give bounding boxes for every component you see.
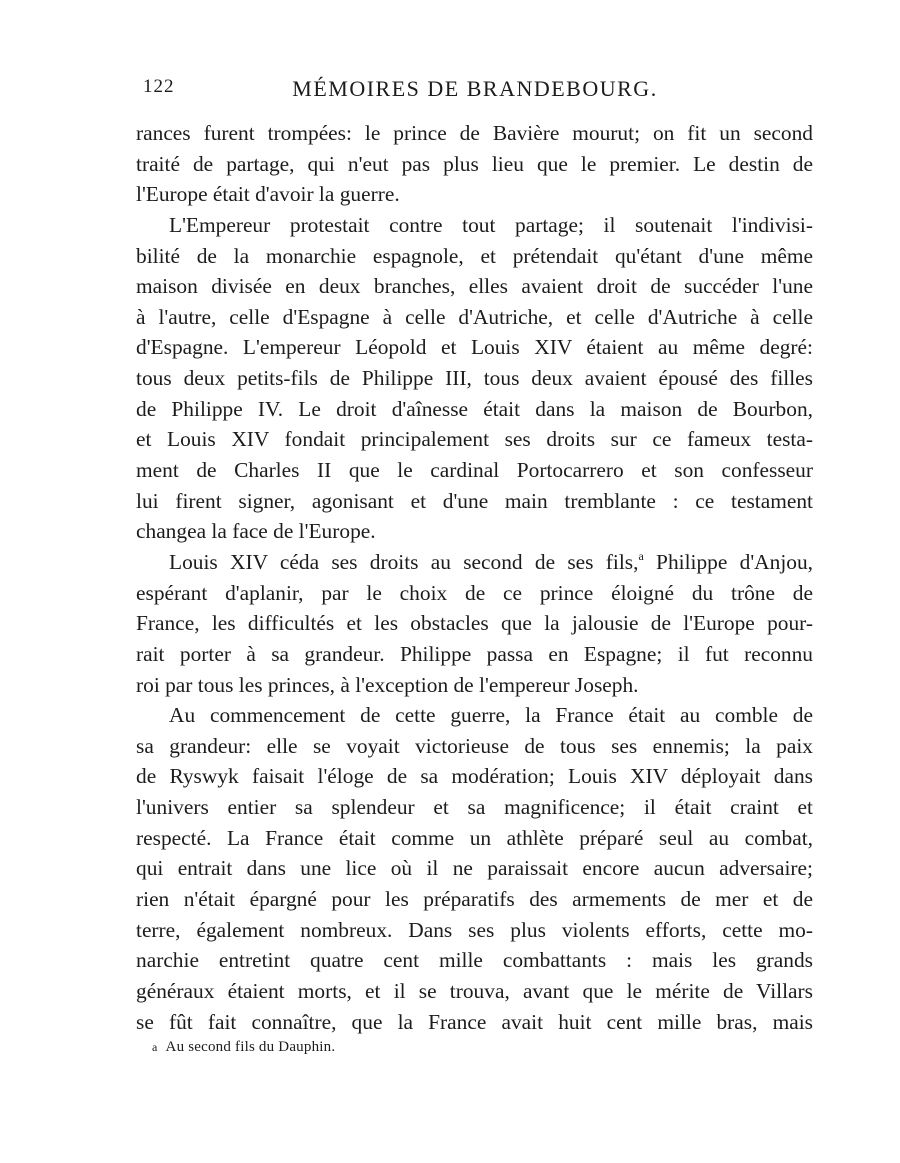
- text-line: traité de partage, qui n'eut pas plus lieu que le premier. Le destin de: [136, 151, 813, 176]
- text-line: rances furent trompées: le prince de Bavière mourut; on fit un second: [136, 121, 813, 145]
- text-segment: Philippe d'Anjou,: [643, 549, 813, 574]
- text-line: généraux étaient morts, et il se trouva, avant que le mérite de Villars: [136, 978, 813, 1003]
- text-line: maison divisée en deux branches, elles avaient droit de succéder l'une: [136, 274, 813, 299]
- text-line-with-footnote-ref: [136, 547, 813, 578]
- text-line: narchie entretint quatre cent mille combattants : mais les grands: [136, 948, 813, 973]
- page-number: 122: [143, 76, 175, 97]
- footnote: [152, 1039, 335, 1056]
- text-line: tous deux petits-fils de Philippe III, tous deux avaient épousé des filles: [136, 366, 813, 391]
- text-line: d'Espagne. L'empereur Léopold et Louis XIV étaient au même degré:: [136, 335, 813, 360]
- text-line: de Philippe IV. Le droit d'aînesse était dans la maison de Bourbon,: [136, 396, 813, 421]
- text-line: espérant d'aplanir, par le choix de ce prince éloigné du trône de: [136, 580, 813, 605]
- footnote-text: Au second fils du Dauphin.: [165, 1039, 336, 1055]
- text-line: se fût fait connaître, que la France avait huit cent mille bras, mais: [136, 1009, 813, 1034]
- footnote-mark: a: [152, 1040, 158, 1054]
- text-line: respecté. La France était comme un athlète préparé seul au combat,: [136, 825, 813, 850]
- text-line: rien n'était épargné pour les préparatifs des armements de mer et de: [136, 887, 813, 912]
- text-line: ment de Charles II que le cardinal Portocarrero et son confesseur: [136, 458, 813, 483]
- text-line: et Louis XIV fondait principalement ses droits sur ce fameux testa-: [136, 427, 813, 452]
- text-line: Au commencement de cette guerre, la France était au comble de: [169, 703, 813, 728]
- text-line: l'Europe était d'avoir la guerre.: [136, 182, 400, 207]
- body-text: [136, 118, 813, 1037]
- text-line: sa grandeur: elle se voyait victorieuse de tous ses ennemis; la paix: [136, 733, 813, 758]
- text-line: roi par tous les princes, à l'exception de l'empereur Joseph.: [136, 672, 639, 697]
- text-line: L'Empereur protestait contre tout partage; il soutenait l'indivisi-: [169, 212, 813, 237]
- running-title: MÉMOIRES DE BRANDEBOURG.: [292, 76, 658, 101]
- text-line: bilité de la monarchie espagnole, et prétendait qu'étant d'une même: [136, 243, 813, 268]
- text-line: à l'autre, celle d'Espagne à celle d'Autriche, et celle d'Autriche à celle: [136, 304, 813, 329]
- text-line: lui firent signer, agonisant et d'une main tremblante : ce testament: [136, 488, 813, 513]
- text-line: changea la face de l'Europe.: [136, 519, 376, 544]
- text-line: qui entrait dans une lice où il ne paraissait encore aucun adversaire;: [136, 856, 813, 881]
- footnote-reference[interactable]: a: [638, 548, 644, 563]
- page-header: [138, 76, 812, 108]
- text-line: terre, également nombreux. Dans ses plus violents efforts, cette mo-: [136, 917, 813, 942]
- text-line: de Ryswyk faisait l'éloge de sa modération; Louis XIV déployait dans: [136, 764, 813, 789]
- text-line: rait porter à sa grandeur. Philippe passa en Espagne; il fut reconnu: [136, 641, 813, 666]
- text-line: l'univers entier sa splendeur et sa magnificence; il était craint et: [136, 795, 813, 820]
- text-line: France, les difficultés et les obstacles que la jalousie de l'Europe pour-: [136, 611, 813, 636]
- text-segment: Louis XIV céda ses droits au second de ses fils,: [169, 549, 639, 574]
